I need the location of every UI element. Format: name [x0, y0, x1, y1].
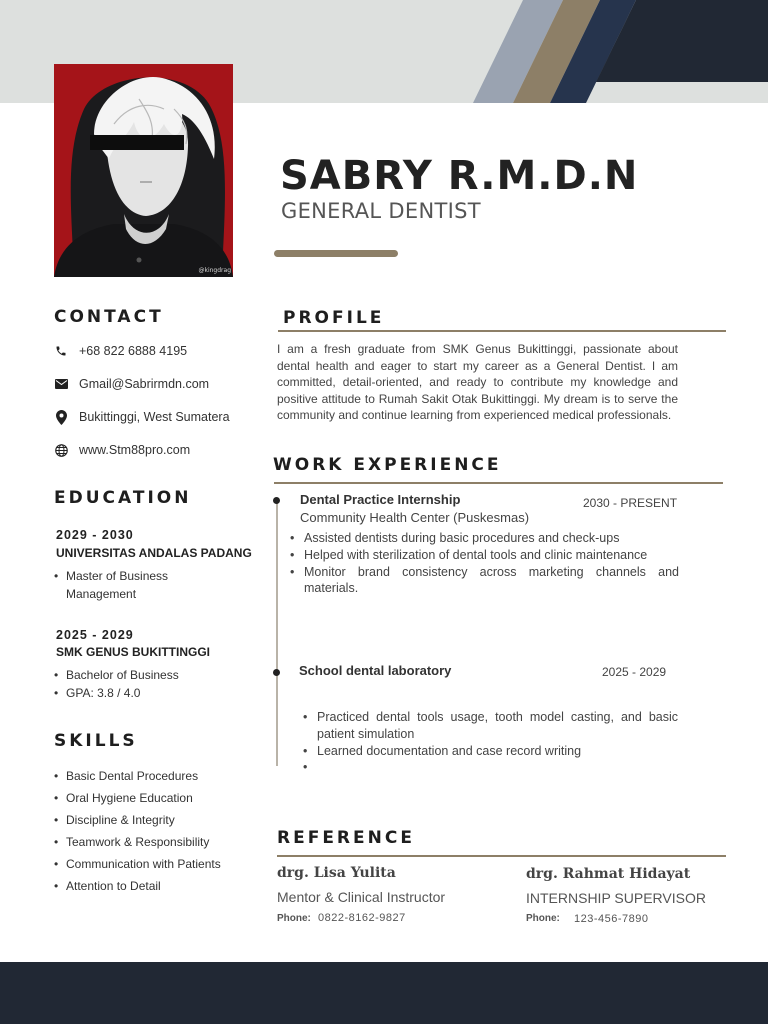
education-detail: • Bachelor of Business [54, 666, 234, 684]
contact-phone-text: +68 822 6888 4195 [79, 344, 188, 358]
experience-divider [274, 482, 723, 484]
contact-title: CONTACT [54, 307, 164, 327]
experience-timeline [276, 500, 278, 766]
photo-watermark: @kingdrag [198, 267, 231, 274]
reference-phone-1[interactable]: 0822-8162-9827 [318, 912, 406, 924]
reference-phone-label-1: Phone: [277, 913, 311, 924]
location-pin-icon [54, 410, 68, 424]
globe-icon [54, 443, 68, 457]
education-school-2: SMK GENUS BUKITTINGGI [56, 645, 211, 659]
education-years-1: 2029 - 2030 [56, 528, 134, 542]
experience-title: WORK EXPERIENCE [273, 455, 502, 475]
education-details-2 [54, 666, 234, 702]
skill-item: • Attention to Detail [54, 875, 254, 897]
reference-phone-label-2: Phone: [526, 913, 560, 924]
contact-email[interactable] [54, 375, 209, 393]
skills-title: SKILLS [54, 731, 138, 751]
contact-email-text: Gmail@Sabrirmdn.com [79, 377, 210, 391]
timeline-dot-2 [273, 669, 280, 676]
job-bullet: • Practiced dental tools usage, tooth model casting, and basic patient simulation [303, 709, 678, 743]
profile-title: PROFILE [283, 308, 385, 328]
timeline-dot-1 [273, 497, 280, 504]
mail-icon [54, 377, 68, 391]
avatar-illustration [54, 64, 233, 277]
skill-item: • Basic Dental Procedures [54, 765, 254, 787]
contact-website[interactable] [54, 441, 190, 459]
reference-role-1: Mentor & Clinical Instructor [277, 889, 446, 905]
contact-website-text: www.Stm88pro.com [79, 443, 191, 457]
education-detail: • Master of Business Management [54, 567, 194, 603]
education-detail: • GPA: 3.8 / 4.0 [54, 684, 234, 702]
skills-list [54, 765, 254, 897]
job-bullets-1 [290, 530, 679, 597]
contact-location [54, 408, 230, 426]
job-title-1: Dental Practice Internship [300, 492, 461, 507]
accent-bar [274, 250, 398, 257]
job-bullet: • Monitor brand consistency across marketing channels and materials. [290, 564, 679, 598]
contact-location-text: Bukittinggi, West Sumatera [79, 410, 230, 424]
job-org-1: Community Health Center (Puskesmas) [300, 510, 530, 525]
job-date-2: 2025 - 2029 [602, 665, 667, 679]
reference-name-2: drg. Rahmat Hidayat [526, 866, 691, 882]
job-date-1: 2030 - PRESENT [583, 496, 678, 510]
skill-item: • Discipline & Integrity [54, 809, 254, 831]
reference-role-2: INTERNSHIP SUPERVISOR [526, 890, 706, 906]
profile-divider [278, 330, 726, 332]
job-title-2: School dental laboratory [299, 663, 452, 678]
job-bullet: • Assisted dentists during basic procedures and check-ups [290, 530, 679, 547]
skill-item: • Teamwork & Responsibility [54, 831, 254, 853]
reference-title: REFERENCE [277, 828, 415, 848]
candidate-name: SABRY R.M.D.N [280, 153, 639, 199]
reference-divider [277, 855, 726, 857]
reference-name-1: drg. Lisa Yulita [277, 865, 396, 881]
education-details-1 [54, 567, 194, 603]
education-years-2: 2025 - 2029 [56, 628, 134, 642]
skill-item: • Oral Hygiene Education [54, 787, 254, 809]
job-bullet: • Learned documentation and case record writing [303, 743, 678, 760]
footer-band [0, 962, 768, 1024]
education-title: EDUCATION [54, 488, 192, 508]
reference-phone-2[interactable]: 123-456-7890 [574, 913, 649, 925]
education-school-1: UNIVERSITAS ANDALAS PADANG [56, 546, 252, 560]
skill-item: • Communication with Patients [54, 853, 254, 875]
profile-text: I am a fresh graduate from SMK Genus Bukittinggi, passionate about dental health and eager to start my career as a General Dentist. I am committed, detail-oriented, and ready to contribute my knowledge and positive attitude to Rumah Sakit Otak Bukittinggi. My dream is to serve the community and continue learning from experienced medical professionals. [277, 342, 678, 422]
phone-icon [54, 344, 68, 358]
profile-photo [54, 64, 233, 277]
contact-phone[interactable] [54, 342, 187, 360]
candidate-role: GENERAL DENTIST [281, 199, 481, 223]
job-bullet: • Helped with sterilization of dental tools and clinic maintenance [290, 547, 679, 564]
job-bullets-2 [303, 709, 678, 759]
